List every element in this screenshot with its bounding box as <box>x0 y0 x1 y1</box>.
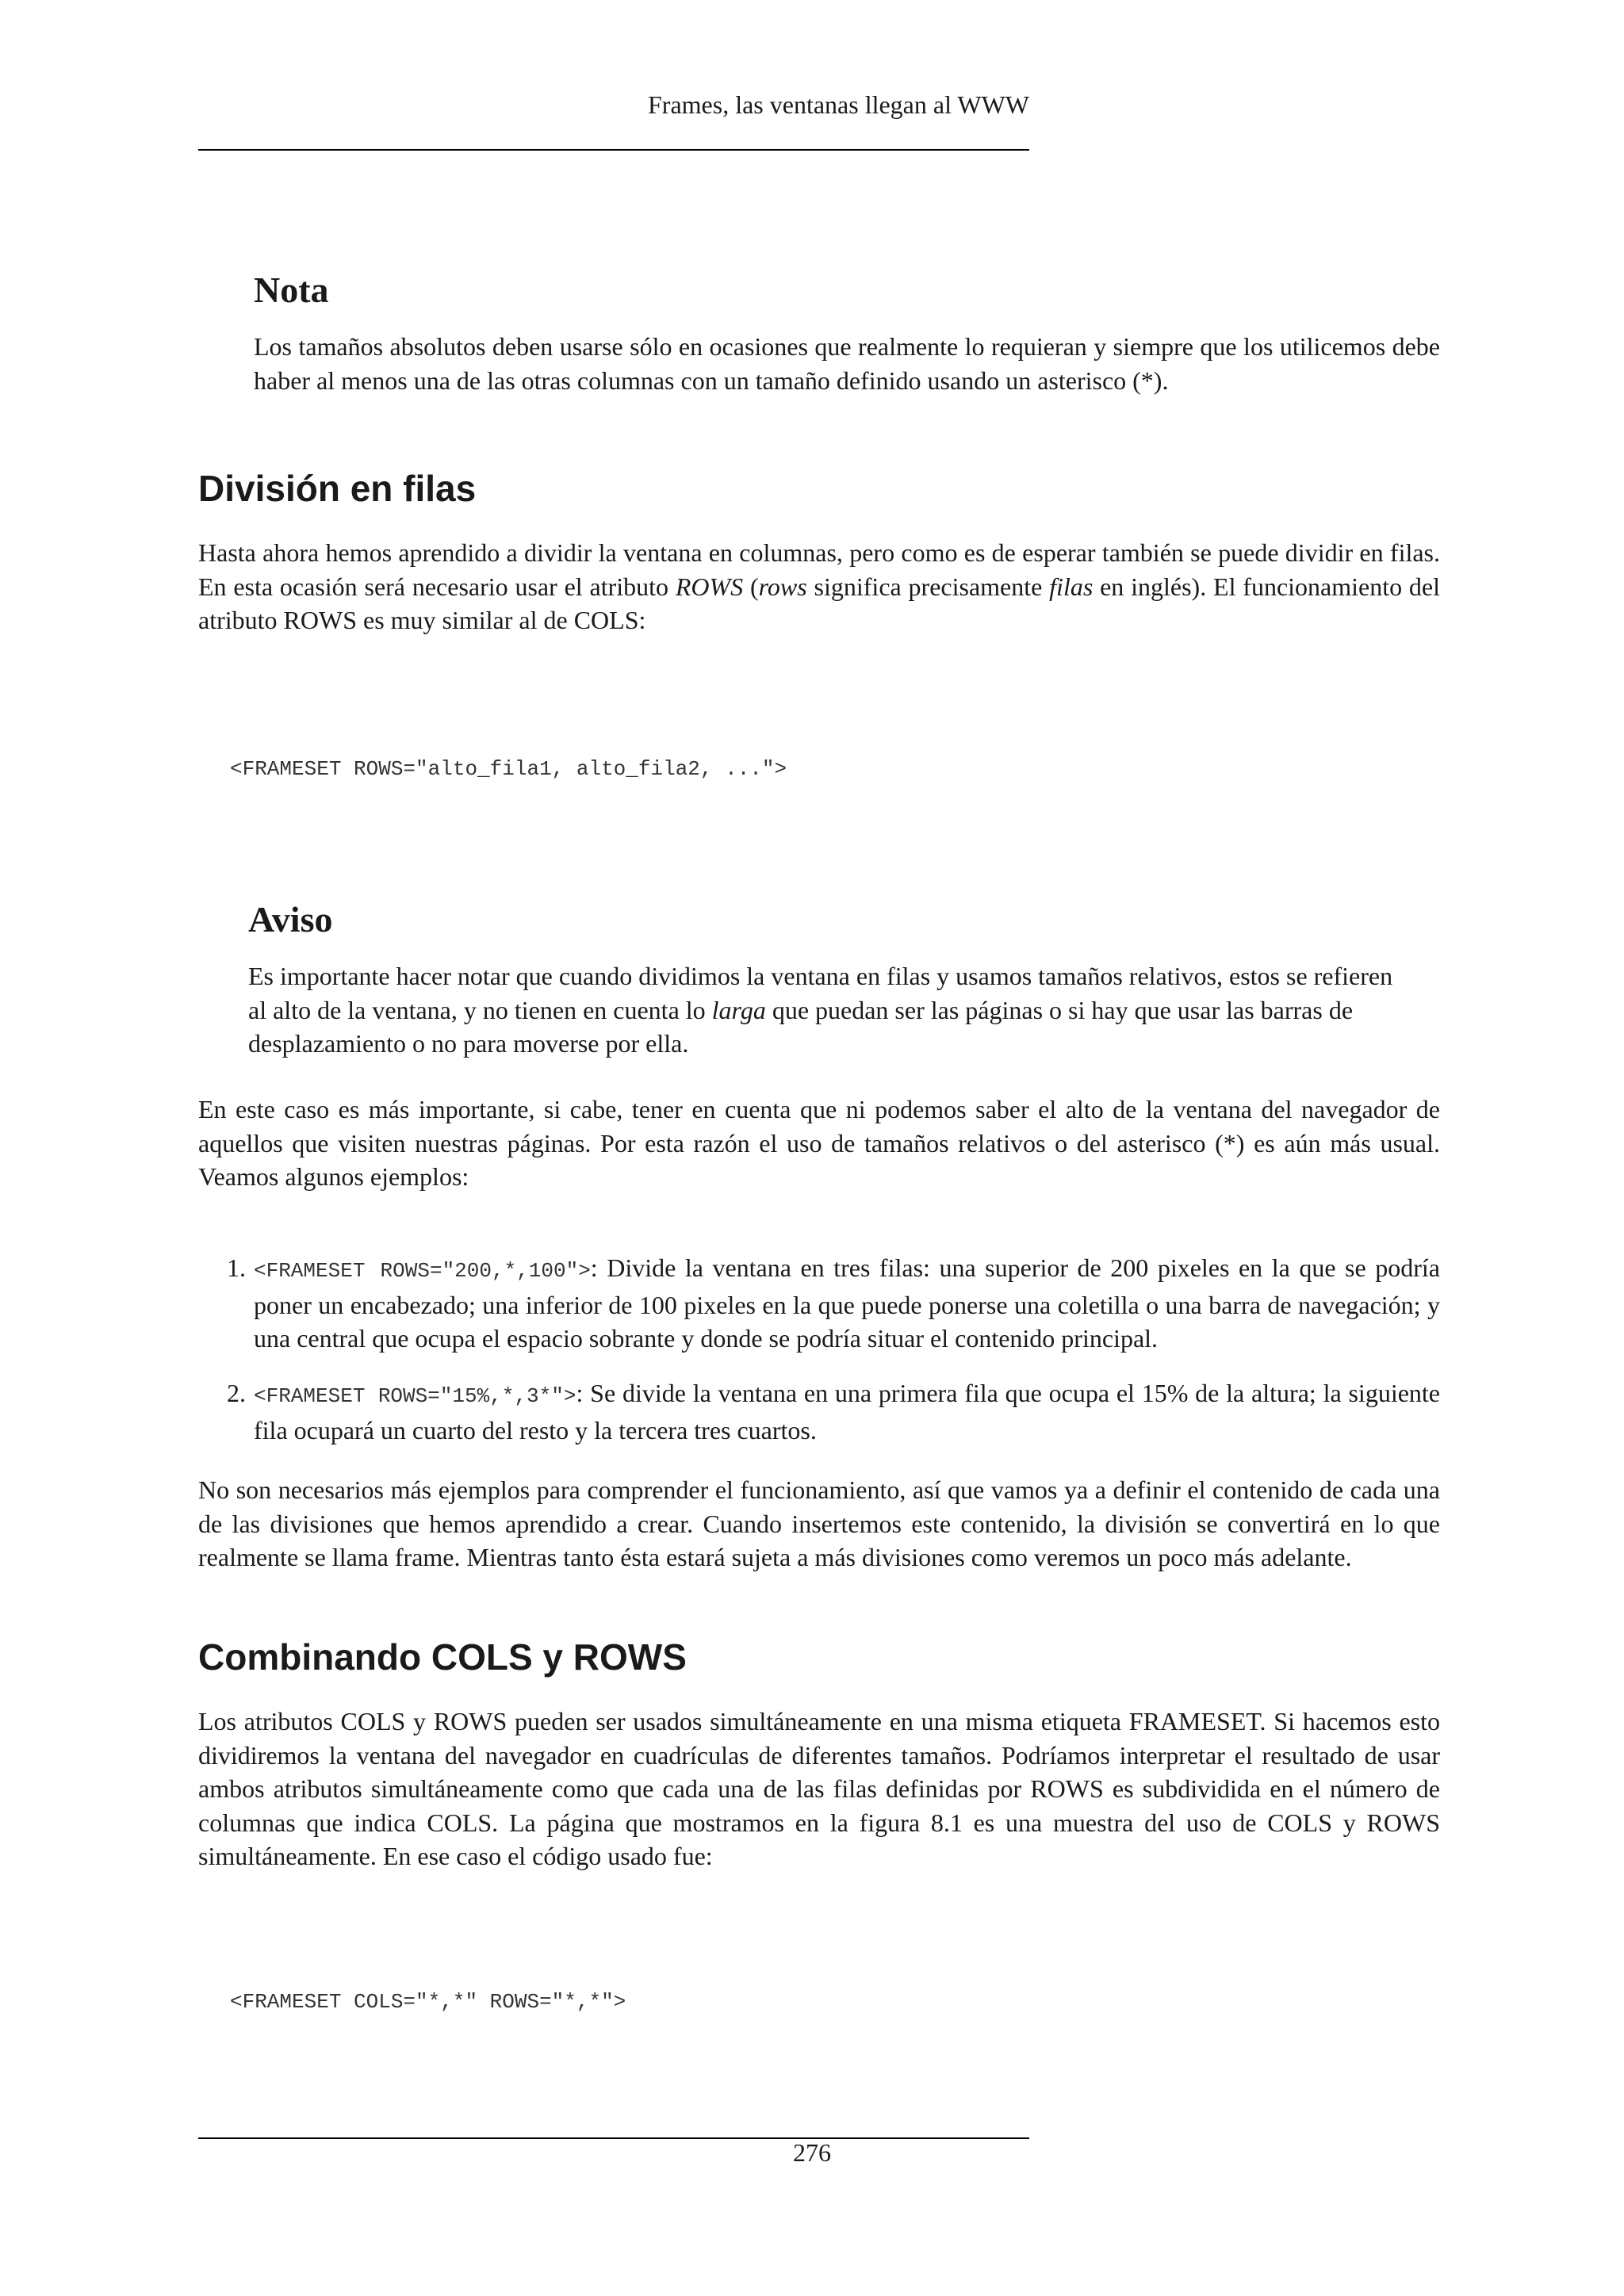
list-item <box>227 1251 1440 1356</box>
list-item-text: : Se divide la ventana en una primera fila que ocupa el 15% de la altura; la siguiente fila ocupará un cuarto del resto y la tercera tres cuartos. <box>254 1379 1441 1445</box>
conclusion-paragraph: No son necesarios más ejemplos para comprender el funcionamiento, así que vamos ya a definir el contenido de cada una de las divisiones que hemos aprendido a crear. Cuando insertemos este contenido, la división se convertirá en lo que realmente se llama frame. Mientras tanto ésta estará sujeta a más divisiones como veremos un poco más adelante. <box>198 1475 1440 1571</box>
list-item-number: 2. <box>227 1379 246 1407</box>
list-item-code: <FRAMESET ROWS="200,*,100"> <box>254 1259 591 1283</box>
larga-em: larga <box>711 995 766 1024</box>
code-cols-rows: <FRAMESET COLS="*,*" ROWS="*,*"> <box>230 1990 626 2014</box>
list-item-body <box>254 1251 1440 1356</box>
list-item-code: <FRAMESET ROWS="15%,*,3*"> <box>254 1384 576 1408</box>
filas-text-a: Hasta ahora hemos aprendido a dividir la ventana en columnas, pero como es de esperar también se puede dividir en filas. En esta ocasión será necesario usar el atributo <box>198 538 1440 601</box>
warning-admonition <box>248 897 1406 1061</box>
list-item-text: : Divide la ventana en tres filas: una superior de 200 pixeles en la que se podría poner un encabezado; una inferior de 100 pixeles en la que puede ponerse una coletilla o una barra de navegación; y una central que ocupa el espacio sobrante y donde se podría situar el contenido principal. <box>254 1253 1440 1353</box>
filas-text-c: significa precisamente <box>806 572 1050 601</box>
page-number: 276 <box>793 2138 831 2167</box>
code-rows-syntax: <FRAMESET ROWS="alto_fila1, alto_fila2, ..."> <box>230 757 787 781</box>
combinando-paragraph: Los atributos COLS y ROWS pueden ser usados simultáneamente en una misma etiqueta FRAMESET. Si hacemos esto dividiremos la ventana del navegador en cuadrículas de diferentes tamaños. Podríamos interpretar el resultado de usar ambos atributos simultáneamente como que cada una de las filas definidas por ROWS es subdividida en el número de columnas que indica COLS. La página que mostramos en la figura 8.1 es una muestra del uso de COLS y ROWS simultáneamente. En ese caso el código usado fue: <box>198 1707 1440 1870</box>
rows-word-em: rows <box>758 572 807 601</box>
note-title: Nota <box>254 270 329 310</box>
section-title-combinando: Combinando COLS y ROWS <box>198 1636 687 1678</box>
warning-text-b: que puedan ser las páginas o si hay que usar las barras de desplazamiento o no para moverse por ella. <box>248 995 1354 1058</box>
header-rule <box>198 149 1029 151</box>
warning-text <box>248 959 1406 1061</box>
warning-title: Aviso <box>248 899 333 939</box>
filas-word-em: filas <box>1049 572 1094 601</box>
list-item <box>227 1376 1440 1447</box>
note-text: Los tamaños absolutos deben usarse sólo en ocasiones que realmente lo requieran y siempre que los utilicemos debe haber al menos una de las otras columnas con un tamaño definido usando un asterisco (*). <box>254 332 1440 395</box>
list-item-number: 1. <box>227 1253 246 1282</box>
note-admonition <box>254 268 1440 397</box>
relative-sizes-paragraph: En este caso es más importante, si cabe, tener en cuenta que ni podemos saber el alto de la ventana del navegador de aquellos que visiten nuestras páginas. Por esta razón el uso de tamaños relativos o del asterisco (*) es aún más usual. Veamos algunos ejemplos: <box>198 1095 1440 1191</box>
page-header-title: Frames, las ventanas llegan al WWW <box>647 90 1029 119</box>
section-title-filas: División en filas <box>198 468 477 509</box>
filas-paragraph <box>198 536 1440 637</box>
rows-attr-em: ROWS <box>675 572 744 601</box>
filas-text-d: en inglés). El funcionamiento del atributo ROWS es muy similar al de COLS: <box>198 572 1441 634</box>
list-item-body <box>254 1376 1440 1447</box>
filas-text-b: ( <box>743 572 759 601</box>
warning-text-a: Es importante hacer notar que cuando dividimos la ventana en filas y usamos tamaños relativos, estos se refieren al alto de la ventana, y no tienen en cuenta lo <box>248 962 1393 1024</box>
